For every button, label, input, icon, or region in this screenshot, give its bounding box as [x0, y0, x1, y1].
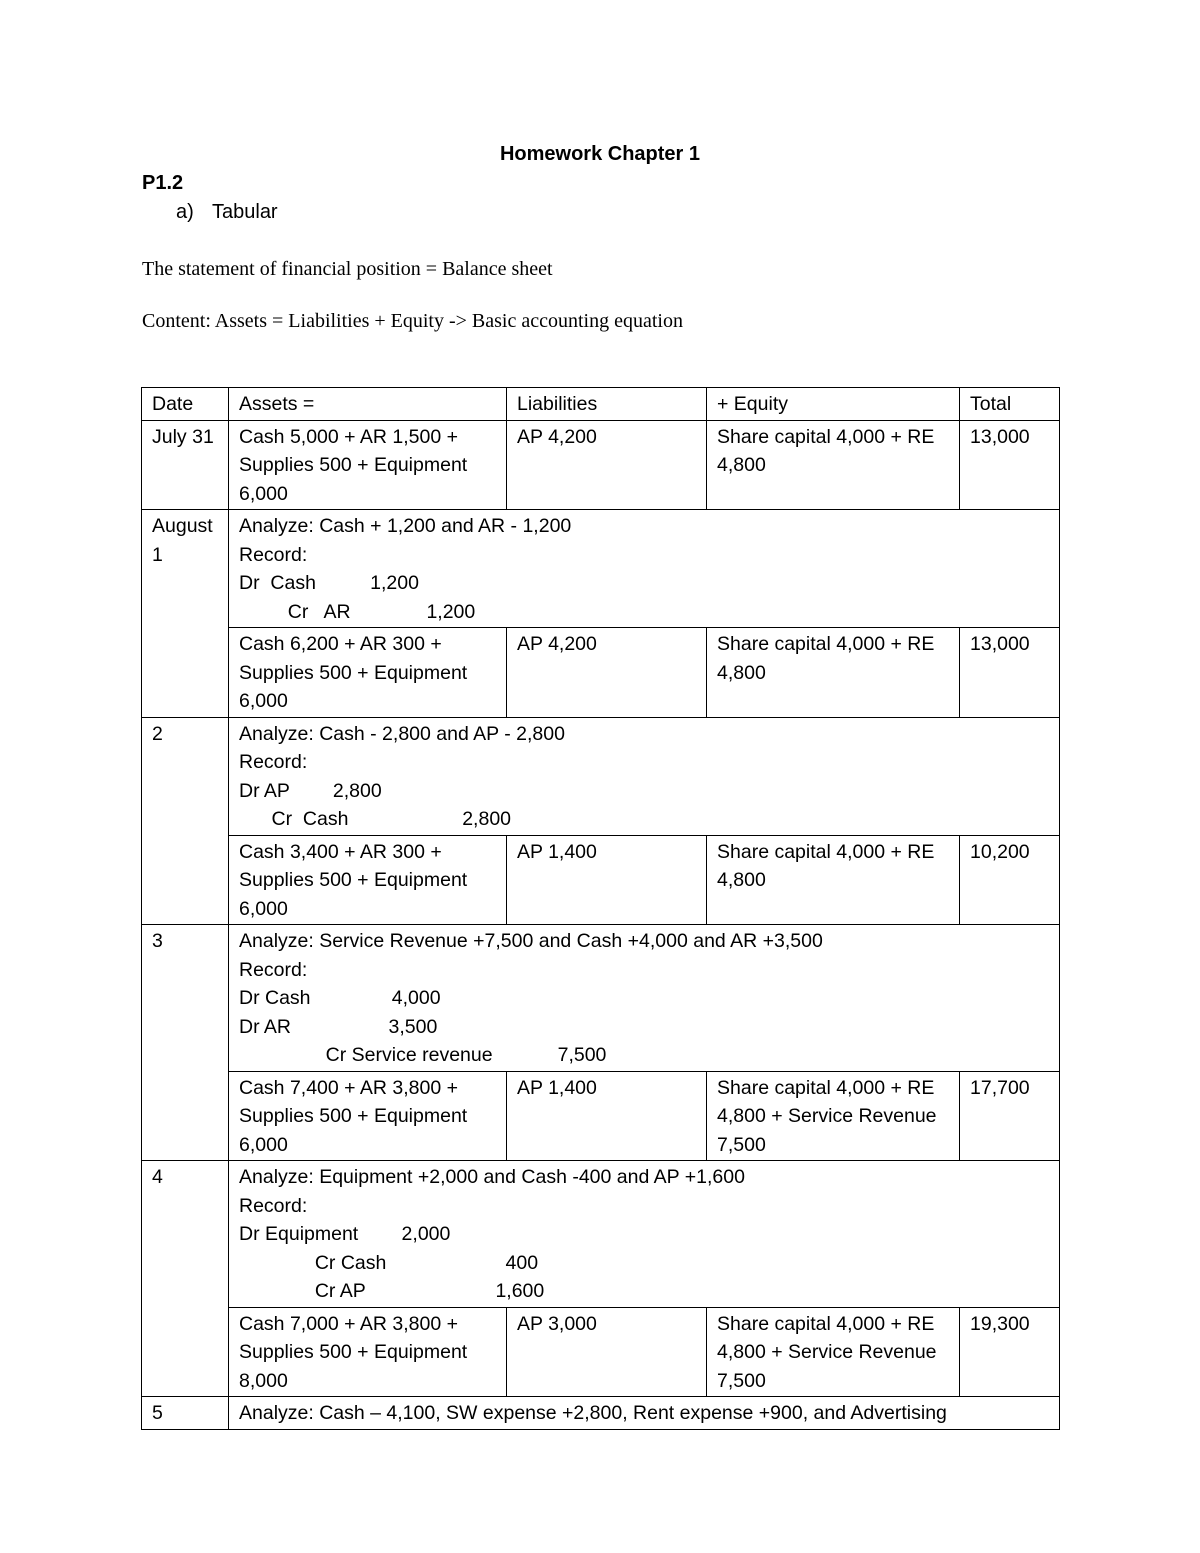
- analysis-line: Dr Equipment 2,000: [239, 1223, 451, 1245]
- table-row: [142, 420, 1060, 510]
- intro-line-balance-sheet: The statement of financial position = Balance sheet: [142, 258, 553, 280]
- analysis-line: Analyze: Cash + 1,200 and AR - 1,200: [239, 515, 572, 537]
- assets-cell: Cash 7,000 + AR 3,800 + Supplies 500 + Equipment 8,000: [229, 1307, 507, 1397]
- assets-cell: Cash 7,400 + AR 3,800 + Supplies 500 + Equipment 6,000: [229, 1071, 507, 1161]
- header-equity: + Equity: [707, 388, 960, 421]
- sub-item: [176, 201, 278, 224]
- transaction-table: [141, 387, 1060, 1430]
- total-cell: 10,200: [960, 835, 1060, 925]
- date-cell: August 1: [142, 510, 229, 718]
- table-row: [142, 1161, 1060, 1308]
- analysis-line: Cr Cash 400: [239, 1251, 539, 1274]
- table-row: [142, 835, 1060, 925]
- analysis-line: Dr AR 3,500: [239, 1015, 438, 1038]
- table-row: [142, 1397, 1060, 1430]
- table-row: [142, 628, 1060, 718]
- total-cell: 13,000: [960, 420, 1060, 510]
- table-row: [142, 925, 1060, 1072]
- header-assets: Assets =: [229, 388, 507, 421]
- total-cell: 13,000: [960, 628, 1060, 718]
- date-cell: July 31: [142, 420, 229, 510]
- analysis-cell: [229, 1161, 1060, 1308]
- sub-item-text: Tabular: [212, 201, 278, 223]
- date-cell: 3: [142, 925, 229, 1161]
- date-cell: 5: [142, 1397, 229, 1430]
- sub-item-label: a): [176, 201, 194, 223]
- problem-number: P1.2: [142, 172, 184, 194]
- table-row: [142, 1071, 1060, 1161]
- analysis-line: Dr Cash 4,000: [239, 987, 441, 1009]
- document-title: Homework Chapter 1: [499, 143, 701, 165]
- equity-cell: Share capital 4,000 + RE 4,800: [707, 420, 960, 510]
- analysis-line: Analyze: Service Revenue +7,500 and Cash +4,000 and AR +3,500: [239, 930, 823, 952]
- equity-cell: Share capital 4,000 + RE 4,800 + Service Revenue 7,500: [707, 1307, 960, 1397]
- analysis-line: Cr AR 1,200: [239, 600, 476, 623]
- analysis-cell: [229, 717, 1060, 835]
- analysis-line: Cr AP 1,600: [239, 1280, 545, 1302]
- liabilities-cell: AP 3,000: [507, 1307, 707, 1397]
- equity-cell: Share capital 4,000 + RE 4,800: [707, 628, 960, 718]
- assets-cell: Cash 5,000 + AR 1,500 + Supplies 500 + Equipment 6,000: [229, 420, 507, 510]
- header-liabilities: Liabilities: [507, 388, 707, 421]
- analysis-cell: [229, 1397, 1060, 1430]
- analysis-line: Analyze: Cash – 4,100, SW expense +2,800, Rent expense +900, and Advertising: [239, 1402, 947, 1424]
- header-date: Date: [142, 388, 229, 421]
- liabilities-cell: AP 4,200: [507, 628, 707, 718]
- analysis-line: Record:: [239, 751, 308, 773]
- liabilities-cell: AP 1,400: [507, 835, 707, 925]
- intro-line-accounting-equation: Content: Assets = Liabilities + Equity -> Basic accounting equation: [142, 310, 683, 332]
- table-row: [142, 1307, 1060, 1397]
- table-header-row: [142, 388, 1060, 421]
- table-row: [142, 510, 1060, 628]
- assets-cell: Cash 6,200 + AR 300 + Supplies 500 + Equipment 6,000: [229, 628, 507, 718]
- equity-cell: Share capital 4,000 + RE 4,800 + Service Revenue 7,500: [707, 1071, 960, 1161]
- liabilities-cell: AP 4,200: [507, 420, 707, 510]
- header-total: Total: [960, 388, 1060, 421]
- analysis-cell: [229, 925, 1060, 1072]
- analysis-line: Dr AP 2,800: [239, 779, 382, 802]
- equity-cell: Share capital 4,000 + RE 4,800: [707, 835, 960, 925]
- analysis-line: Record:: [239, 543, 308, 566]
- liabilities-cell: AP 1,400: [507, 1071, 707, 1161]
- analysis-line: Record:: [239, 1194, 308, 1217]
- date-cell: 2: [142, 717, 229, 925]
- analysis-cell: [229, 510, 1060, 628]
- assets-cell: Cash 3,400 + AR 300 + Supplies 500 + Equipment 6,000: [229, 835, 507, 925]
- total-cell: 17,700: [960, 1071, 1060, 1161]
- total-cell: 19,300: [960, 1307, 1060, 1397]
- analysis-line: Dr Cash 1,200: [239, 572, 419, 594]
- date-cell: 4: [142, 1161, 229, 1397]
- analysis-line: Record:: [239, 958, 308, 981]
- analysis-line: Analyze: Cash - 2,800 and AP - 2,800: [239, 722, 565, 745]
- table-row: [142, 717, 1060, 835]
- analysis-line: Cr Service revenue 7,500: [239, 1044, 607, 1066]
- analysis-line: Analyze: Equipment +2,000 and Cash -400 and AP +1,600: [239, 1166, 745, 1188]
- analysis-line: Cr Cash 2,800: [239, 808, 512, 830]
